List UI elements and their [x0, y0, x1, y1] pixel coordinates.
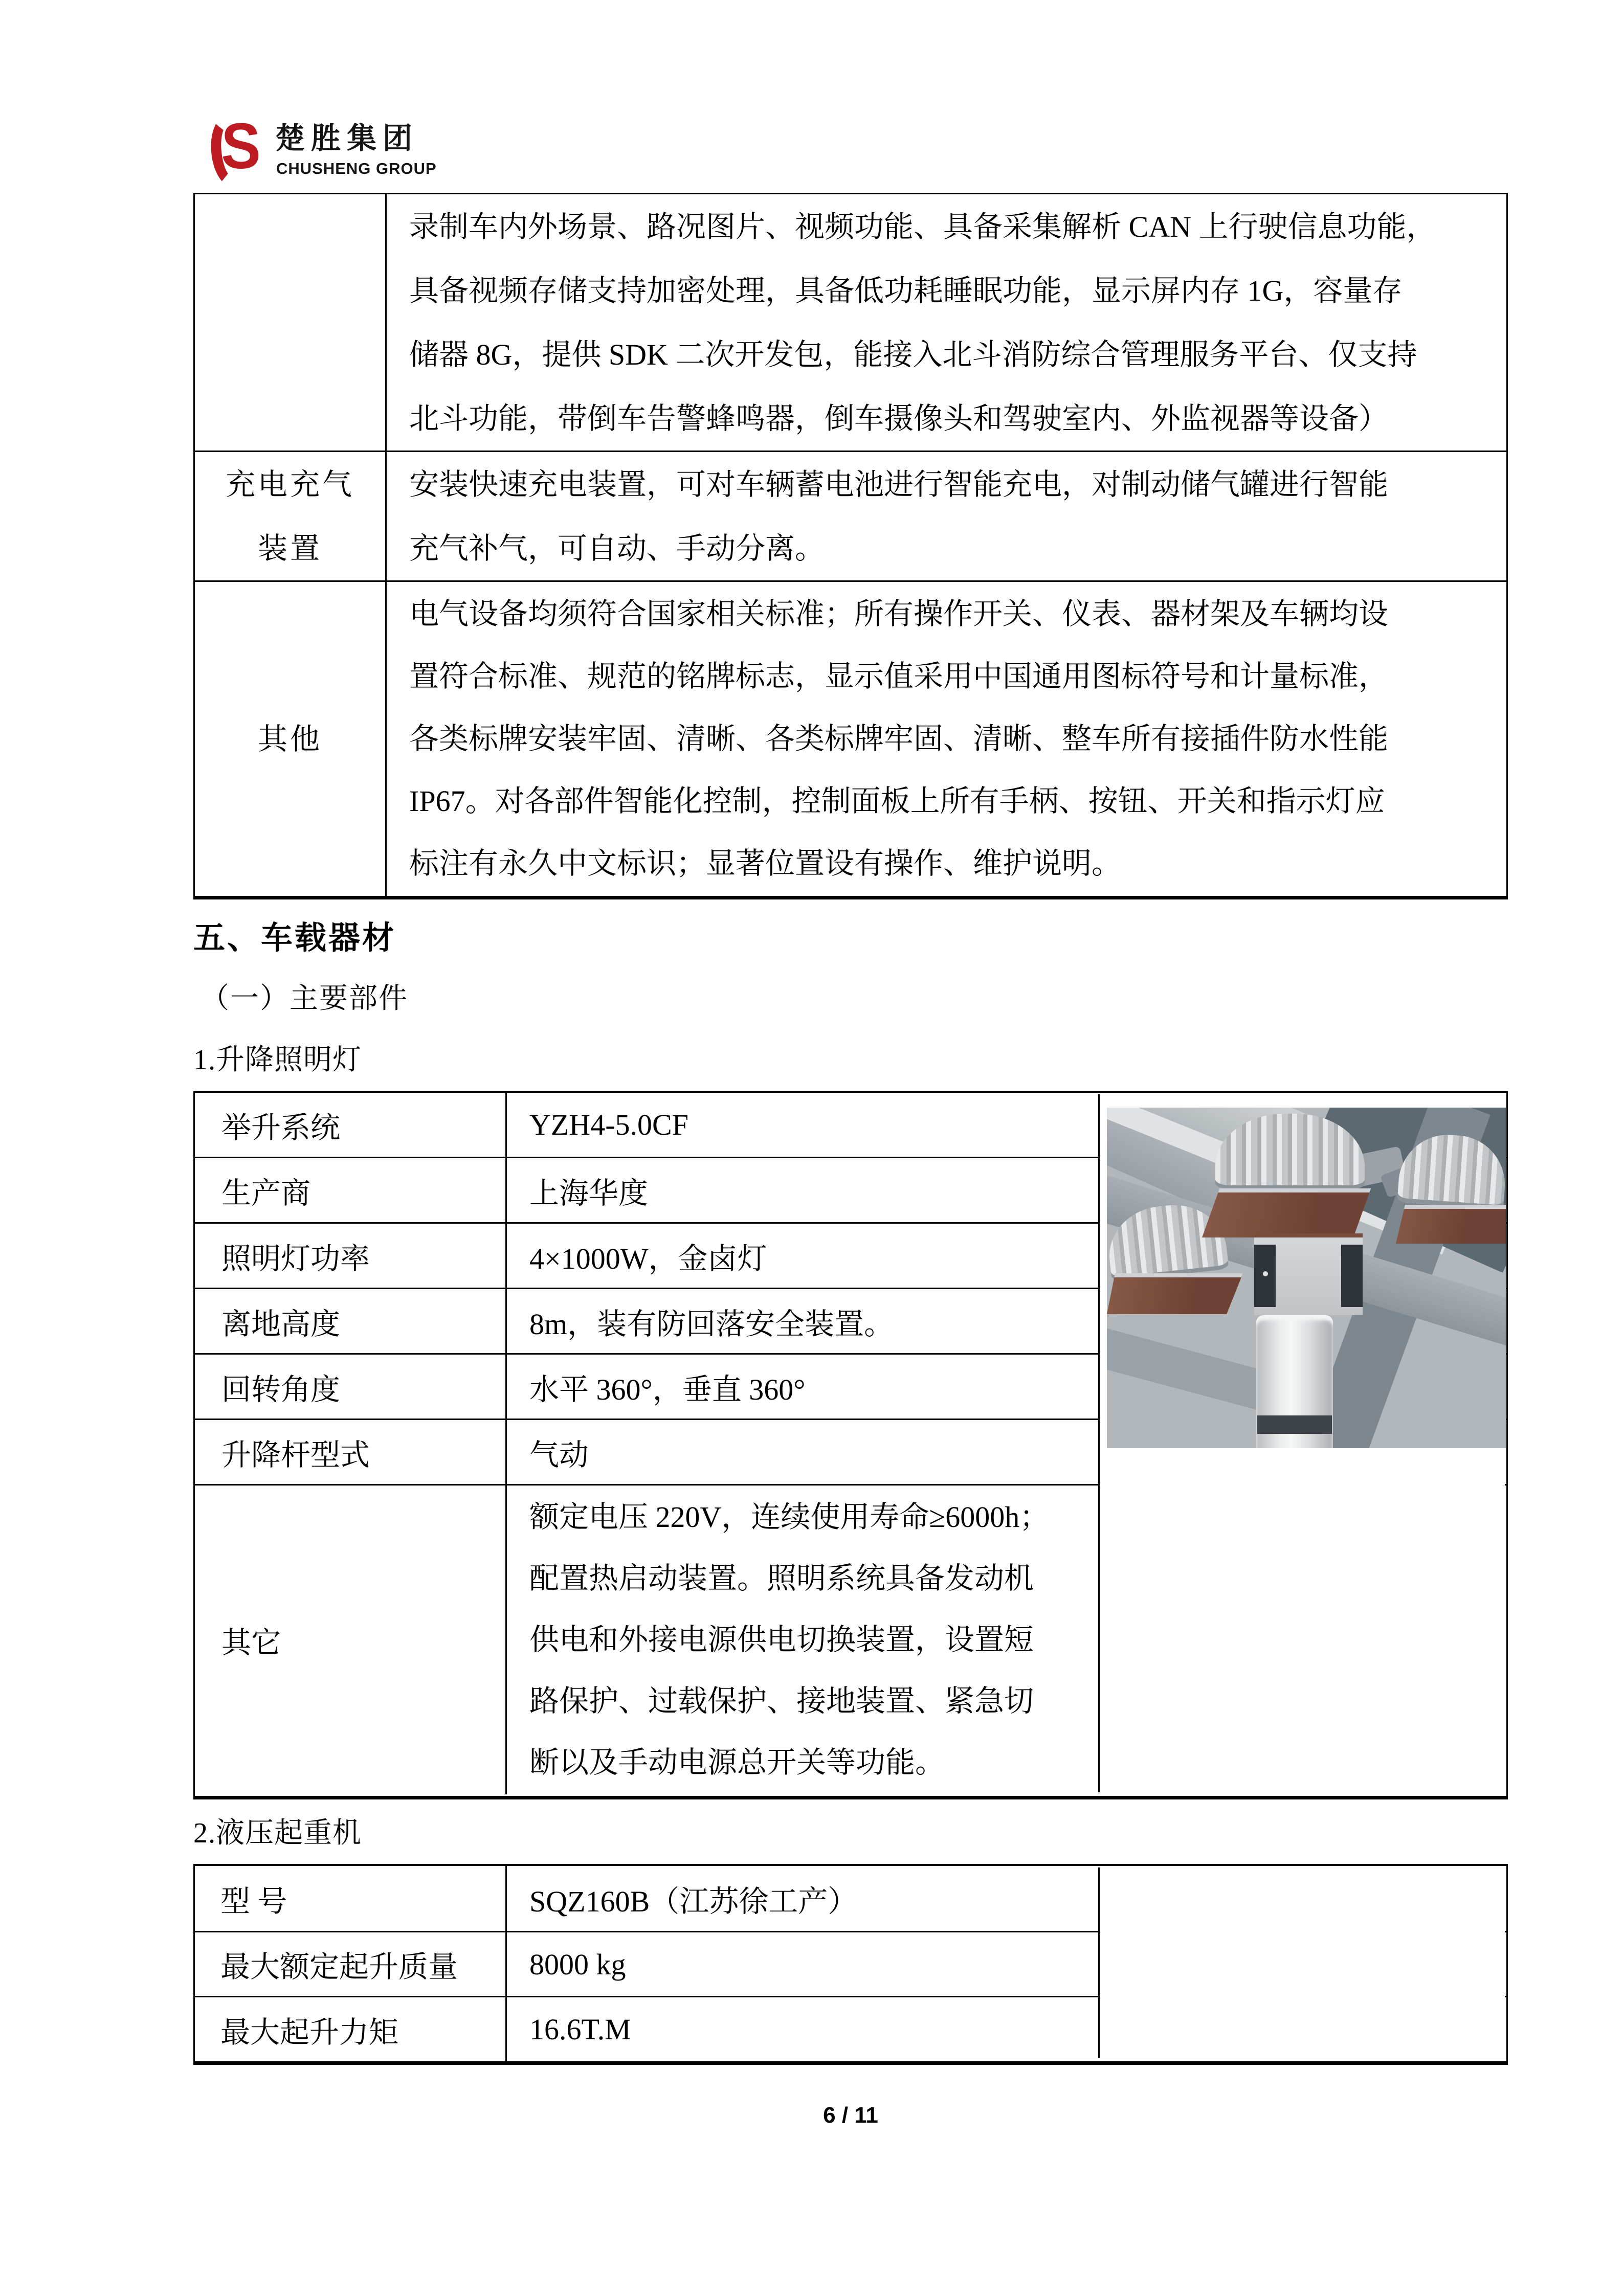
table-row	[195, 194, 1506, 451]
value-line: 供电和外接电源供电切换装置，设置短	[529, 1623, 1034, 1656]
content-line: 电气设备均须符合国家相关标准；所有操作开关、仪表、器材架及车辆均设	[409, 597, 1389, 631]
value-text: 4×1000W，金卤灯	[529, 1242, 767, 1275]
row-label-cell: 举升系统	[195, 1093, 507, 1157]
row-label-cell	[195, 452, 387, 580]
content-line: 各类标牌安装牢固、清晰、各类标牌牢固、清晰、整车所有接插件防水性能	[409, 722, 1389, 755]
photo-floodlight-base-center	[1202, 1188, 1378, 1237]
value-line: 断以及手动电源总开关等功能。	[529, 1746, 945, 1779]
value-line: 额定电压 220V，连续使用寿命≥6000h；	[529, 1500, 1050, 1534]
value-text: 水平 360°，垂直 360°	[529, 1372, 806, 1406]
content-line: 北斗功能，带倒车告警蜂鸣器，倒车摄像头和驾驶室内、外监视器等设备）	[409, 401, 1389, 435]
row-label-cell: 生产商	[195, 1158, 507, 1222]
label-line: 充电充气	[225, 467, 354, 501]
photo-mast-band	[1257, 1415, 1332, 1434]
row-label-cell: 回转角度	[195, 1355, 507, 1419]
row-label-cell: 照明灯功率	[195, 1224, 507, 1288]
label-line: 其他	[257, 722, 322, 756]
page-number: 6 / 11	[823, 2103, 878, 2128]
logo-company-name-cn: 楚胜集团	[275, 122, 419, 155]
table-row	[195, 451, 1506, 580]
value-text: SQZ160B（江苏徐工产）	[529, 1884, 858, 1918]
content-line: 储器 8G，提供 SDK 二次开发包，能接入北斗消防综合管理服务平台、仅支持	[409, 337, 1417, 371]
row-label-cell: 最大额定起升质量	[195, 1932, 507, 1996]
subsection-heading: （一）主要部件	[201, 983, 408, 1015]
logo-company-name-en: CHUSHENG GROUP	[276, 160, 437, 177]
row-label-cell	[195, 582, 387, 896]
item-heading-crane: 2.液压起重机	[193, 1817, 362, 1849]
lifting-light-table	[193, 1091, 1508, 1799]
row-label-cell: 其它	[195, 1485, 507, 1794]
content-line: IP67。对各部件智能化控制，控制面板上所有手柄、按钮、开关和指示灯应	[409, 784, 1385, 818]
item-heading-lifting-light: 1.升降照明灯	[193, 1044, 362, 1076]
section-heading: 五、车载器材	[193, 921, 396, 956]
value-text: 16.6T.M	[529, 2013, 631, 2046]
table-row	[195, 580, 1506, 896]
value-text: 气动	[529, 1438, 589, 1472]
value-line: 配置热启动装置。照明系统具备发动机	[529, 1562, 1034, 1595]
chusheng-logo	[207, 110, 545, 197]
value-line: 路保护、过载保护、接地装置、紧急切	[529, 1684, 1034, 1718]
content-line: 标注有永久中文标识；显著位置设有操作、维护说明。	[409, 847, 1122, 880]
photo-junction-dot	[1263, 1271, 1268, 1276]
empty-photo-cell	[1098, 1867, 1505, 2058]
row-label-cell: 最大起升力矩	[195, 1997, 507, 2061]
content-line: 录制车内外场景、路况图片、视频功能、具备采集解析 CAN 上行驶信息功能，	[409, 210, 1436, 243]
row-content-cell	[387, 194, 1506, 451]
value-text: 上海华度	[529, 1176, 649, 1210]
spec-continuation-table	[193, 193, 1508, 899]
floodlight-photo	[1107, 1108, 1506, 1448]
photo-floodlight-base-right	[1391, 1205, 1506, 1244]
photo-floodlight-base-left	[1107, 1273, 1243, 1314]
row-content-cell	[387, 452, 1506, 580]
content-line: 安装快速充电装置，可对车辆蓄电池进行智能充电，对制动储气罐进行智能	[409, 467, 1389, 501]
crane-table	[193, 1864, 1508, 2065]
label-line: 装置	[257, 531, 322, 565]
photo-cell	[1098, 1094, 1505, 1792]
row-label-cell: 型 号	[195, 1866, 507, 1931]
row-label-cell: 离地高度	[195, 1289, 507, 1353]
photo-junction-slot	[1341, 1245, 1363, 1307]
value-text: 8m，装有防回落安全装置。	[529, 1307, 894, 1341]
value-text: YZH4-5.0CF	[529, 1108, 688, 1141]
logo-monogram-icon: S	[221, 110, 261, 182]
value-text: 8000 kg	[529, 1947, 626, 1981]
row-label-cell	[195, 194, 387, 451]
content-line: 置符合标准、规范的铭牌标志，显示值采用中国通用图标符号和计量标准，	[409, 660, 1389, 693]
row-label-cell: 升降杆型式	[195, 1420, 507, 1484]
content-line: 具备视频存储支持加密处理，具备低功耗睡眠功能，显示屏内存 1G，容量存	[409, 274, 1403, 307]
row-content-cell	[387, 582, 1506, 896]
content-line: 充气补气，可自动、手动分离。	[409, 531, 825, 565]
